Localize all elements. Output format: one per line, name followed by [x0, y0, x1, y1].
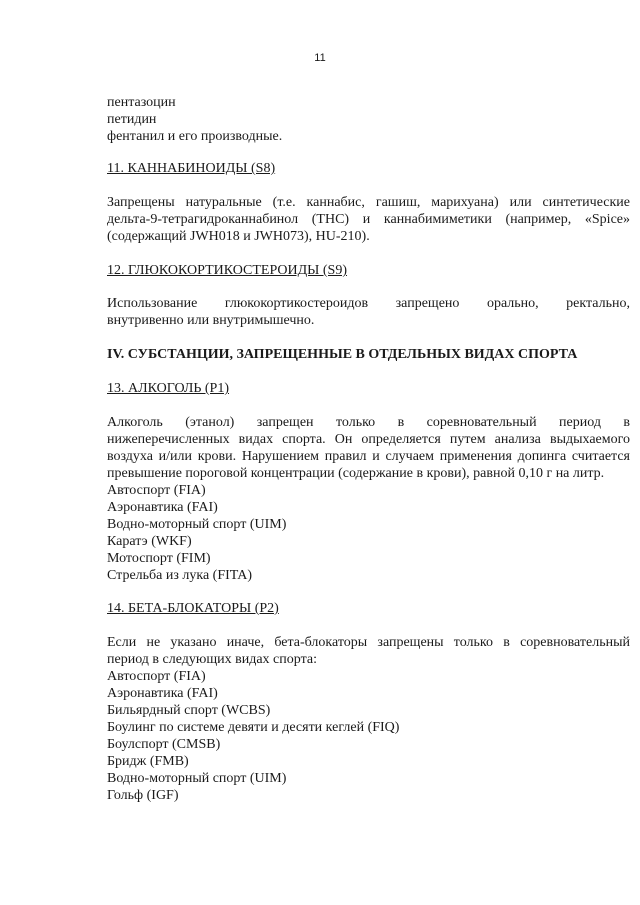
section-12-heading: 12. ГЛЮКОКОРТИКОСТЕРОИДЫ (S9) — [107, 263, 348, 278]
list-item: петидин — [107, 112, 157, 127]
page-number: 11 — [314, 52, 326, 64]
section-13-sports-list — [107, 482, 630, 584]
section-12-text — [107, 295, 630, 329]
section-11-text-cont — [107, 211, 630, 245]
paragraph-line: Использование глюкокортикостероидов запрещено орально, ректально, — [107, 296, 630, 311]
list-item: пентазоцин — [107, 95, 176, 110]
list-item: фентанил и его производные. — [107, 129, 283, 144]
list-item: Каратэ (WKF) — [107, 534, 192, 549]
section-11-heading: 11. КАННАБИНОИДЫ (S8) — [107, 161, 276, 176]
paragraph-line: Алкоголь (этанол) запрещен только в соревновательный период в — [107, 415, 630, 430]
paragraph-line: воздуха и/или крови. Нарушением правил и случаем применения допинга считается — [107, 449, 630, 464]
section-13-text — [107, 414, 630, 482]
top-substance-list — [107, 94, 630, 145]
list-item: Мотоспорт (FIM) — [107, 551, 211, 566]
list-item: Аэронавтика (FAI) — [107, 500, 218, 515]
list-item: Автоспорт (FIA) — [107, 669, 206, 684]
list-item: Стрельба из лука (FITA) — [107, 568, 252, 583]
part-4-title: IV. СУБСТАНЦИИ, ЗАПРЕЩЕННЫЕ В ОТДЕЛЬНЫХ ВИДАХ СПОРТА — [107, 347, 578, 362]
list-item: Автоспорт (FIA) — [107, 483, 206, 498]
paragraph-line: Запрещены натуральные (т.е. каннабис, гашиш, марихуана) или синтетические — [107, 195, 630, 210]
paragraph-line: (содержащий JWH018 и JWH073), HU-210). — [107, 229, 370, 244]
list-item: Водно-моторный спорт (UIM) — [107, 517, 287, 532]
list-item: Бильярдный спорт (WCBS) — [107, 703, 271, 718]
list-item: Аэронавтика (FAI) — [107, 686, 218, 701]
section-11-text — [107, 194, 630, 211]
paragraph-line: Если не указано иначе, бета-блокаторы запрещены только в соревновательный — [107, 635, 630, 650]
paragraph-line: дельта-9-тетрагидроканнабинол (ТНС) и каннабимиметики (например, «Spice» — [107, 212, 630, 227]
paragraph-line: превышение пороговой концентрации (содержание в крови), равной 0,10 г на литр. — [107, 466, 605, 481]
paragraph-line: период в следующих видах спорта: — [107, 652, 317, 667]
list-item: Боулинг по системе девяти и десяти кеглей (FIQ) — [107, 720, 400, 735]
section-13-heading: 13. АЛКОГОЛЬ (P1) — [107, 381, 230, 396]
paragraph-line: нижеперечисленных видах спорта. Он определяется путем анализа выдыхаемого — [107, 432, 630, 447]
section-14-heading: 14. БЕТА-БЛОКАТОРЫ (P2) — [107, 601, 279, 616]
list-item: Гольф (IGF) — [107, 788, 179, 803]
paragraph-line: внутривенно или внутримышечно. — [107, 313, 315, 328]
list-item: Боулспорт (CMSB) — [107, 737, 221, 752]
list-item: Водно-моторный спорт (UIM) — [107, 771, 287, 786]
section-14-sports-list — [107, 668, 630, 804]
list-item: Бридж (FMB) — [107, 754, 189, 769]
section-14-text — [107, 634, 630, 668]
